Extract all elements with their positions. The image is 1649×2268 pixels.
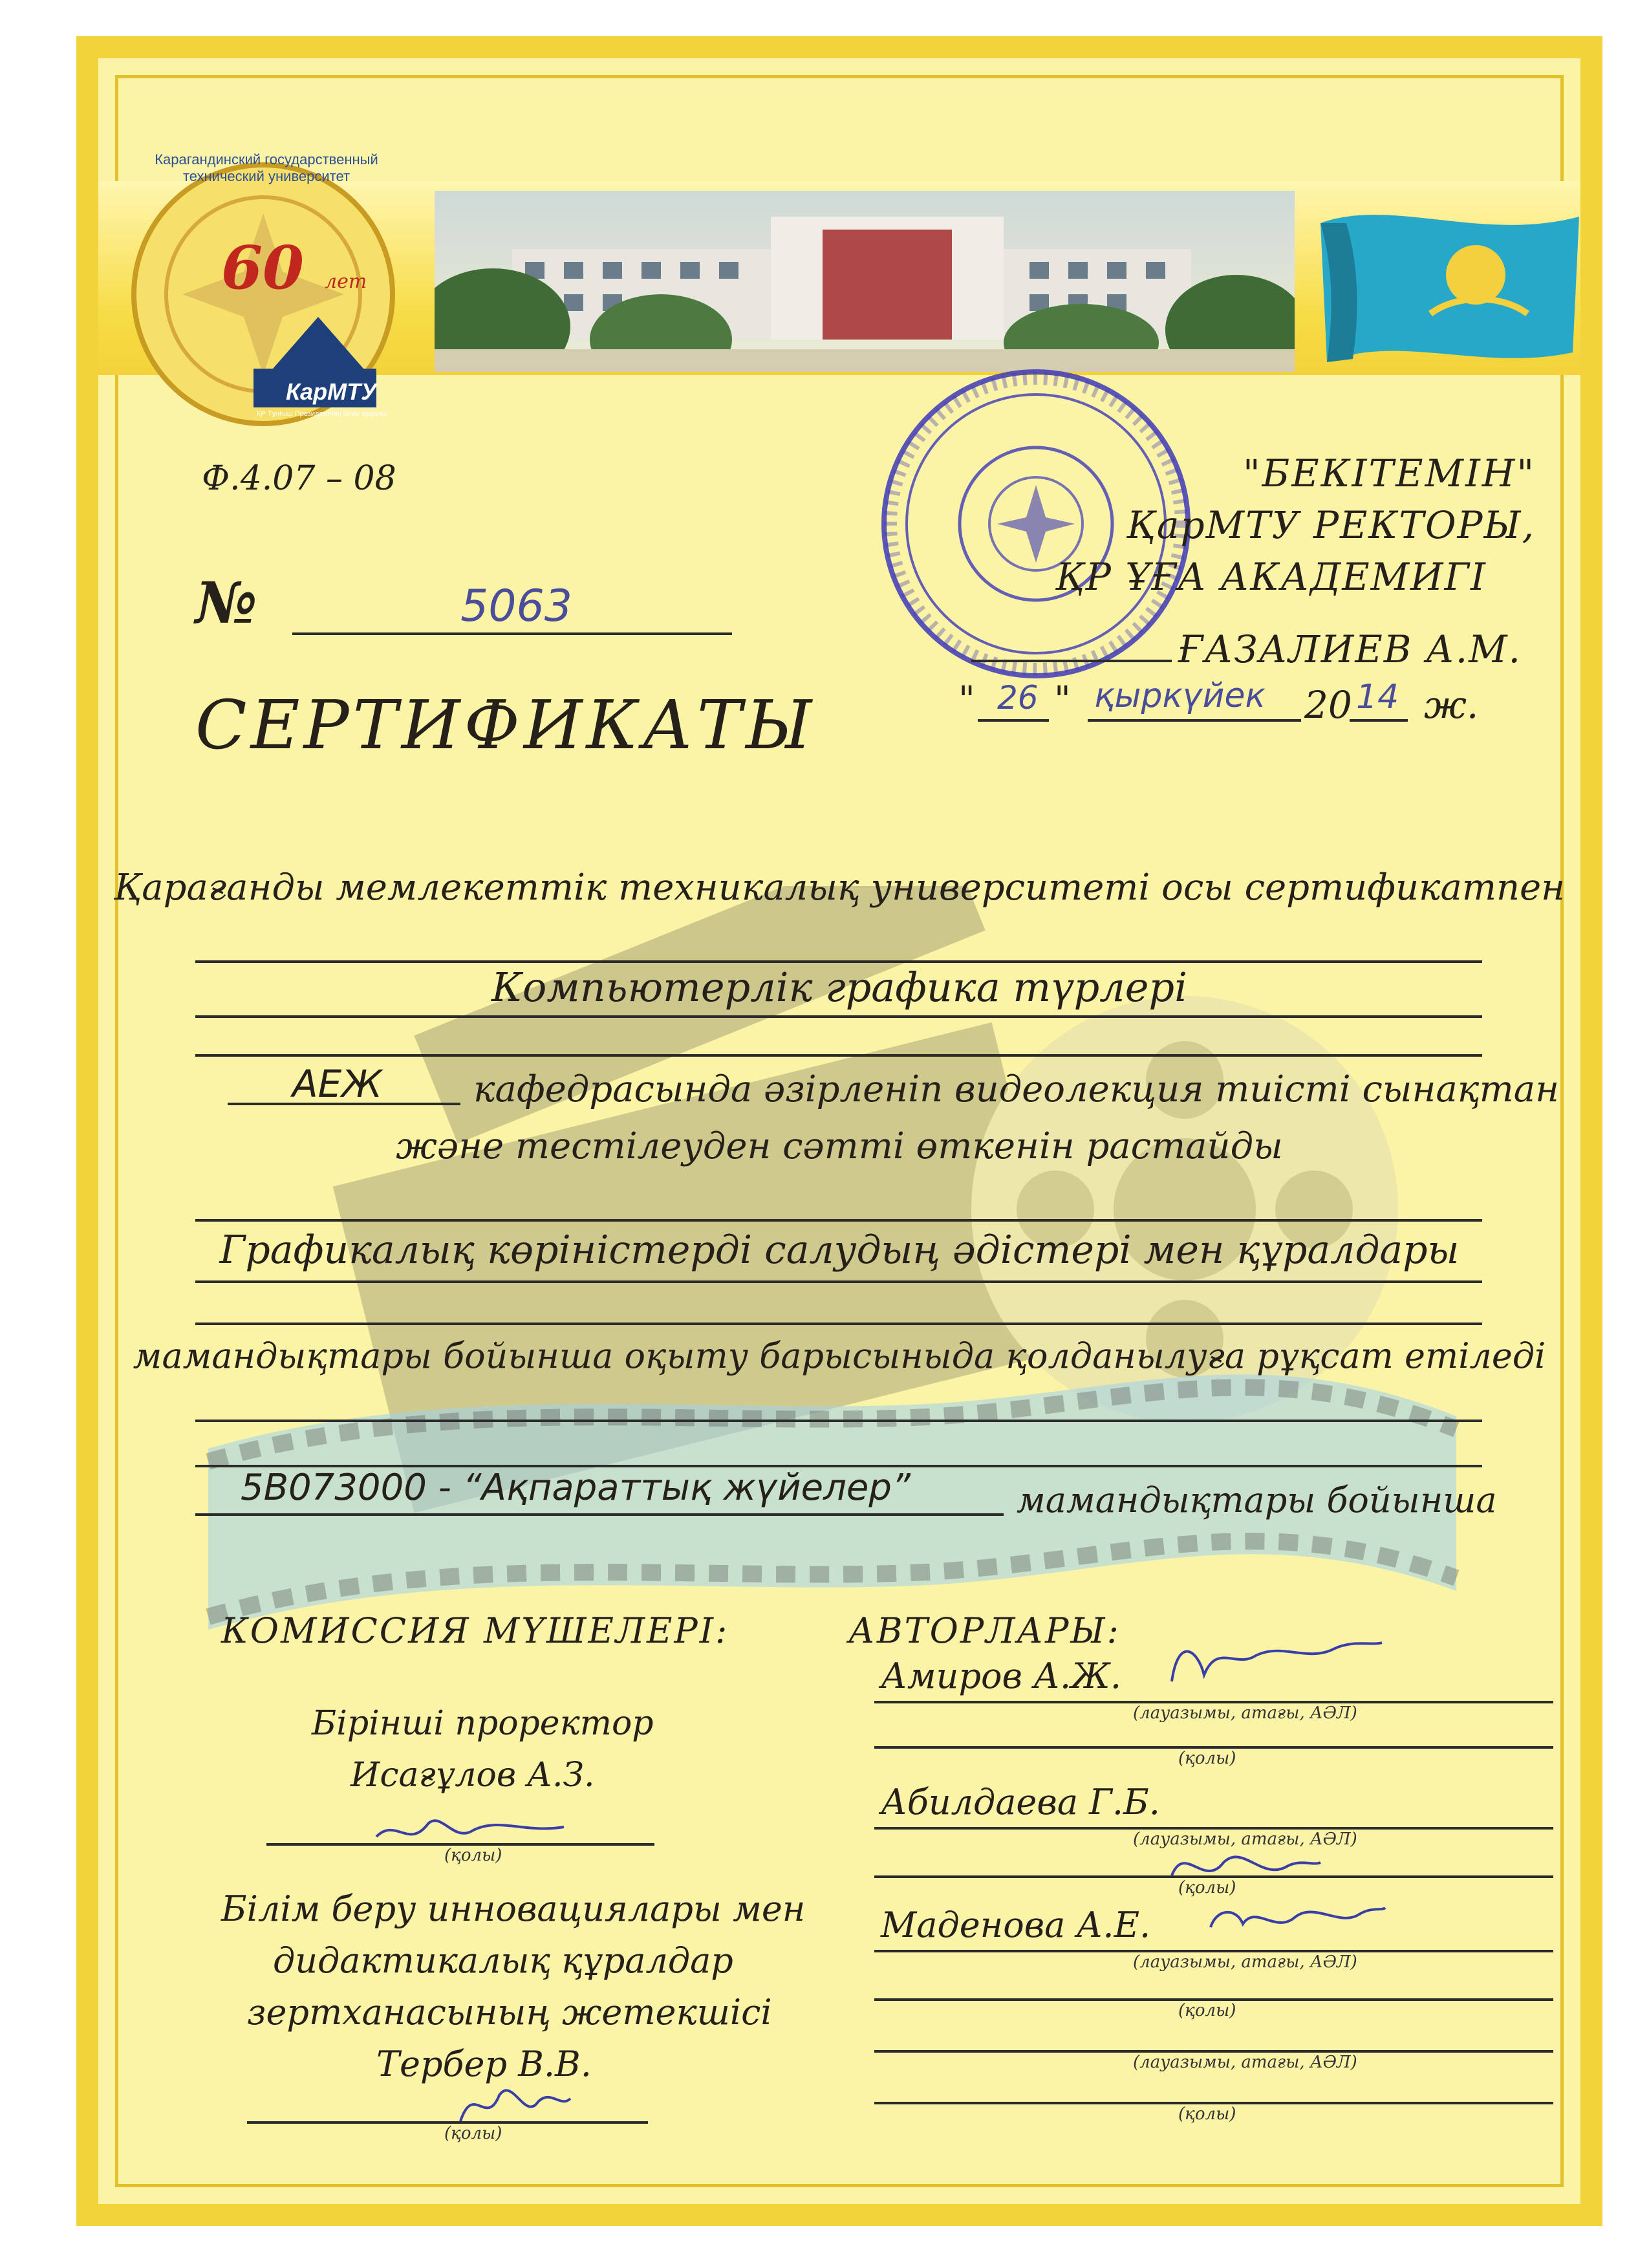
- certificate-title: СЕРТИФИКАТЫ: [195, 686, 816, 764]
- certificate-sheet: [76, 36, 1602, 2226]
- date-day: 26: [997, 679, 1039, 717]
- body-line-7: [195, 1420, 1482, 1422]
- member2-title-1: Білім беру инновациялары мен: [221, 1888, 806, 1929]
- date-open-quote: ": [958, 679, 975, 721]
- commission-heading: КОМИССИЯ МҮШЕЛЕРІ:: [221, 1610, 729, 1651]
- member2-title-2: дидактикалық құралдар: [273, 1940, 733, 1981]
- member1-signature-caption: (қолы): [444, 1846, 502, 1865]
- body-line-4: [195, 1219, 1482, 1222]
- number-line: [292, 632, 732, 635]
- logo-ring-text: Карагандинский государственный технический университет: [155, 151, 378, 184]
- body-line-3: [195, 1054, 1482, 1057]
- specialty-code: 5В073000 - “Ақпараттық жүйелер”: [241, 1467, 911, 1509]
- body-line-2: [195, 1015, 1482, 1018]
- specialty-line: [195, 1513, 1004, 1516]
- course-name: Компьютерлік графика түрлері: [491, 964, 1187, 1011]
- author1-signature: [1159, 1623, 1392, 1701]
- body-line-1: [195, 960, 1482, 963]
- author1-position-caption: (лауазымы, атағы, АӘЛ): [1133, 1703, 1357, 1723]
- number-sign: №: [195, 569, 257, 636]
- member2-title-3: зертханасының жетекшісі: [247, 1992, 772, 2033]
- date-month-line: [1088, 719, 1301, 722]
- authors-heading: АВТОРЛАРЫ:: [848, 1610, 1121, 1651]
- department-name: АЕЖ: [292, 1062, 382, 1106]
- specialty-suffix: мамандықтары бойынша: [1017, 1480, 1497, 1520]
- anniversary-number: 60: [221, 233, 305, 303]
- kazakhstan-flag-icon: [1314, 204, 1586, 372]
- campus-photo: [435, 191, 1295, 372]
- date-day-line: [978, 719, 1049, 722]
- rector-name: ҒАЗАЛИЕВ А.М.: [1178, 627, 1522, 671]
- logo-subtitle: ҚР Тұңғыш Президентінің білім орданы: [257, 410, 387, 418]
- discipline-name: Графикалық көріністерді салудың әдістері мен құралдары: [219, 1227, 1460, 1273]
- author3-signature: [1198, 1888, 1392, 1953]
- university-logo: [124, 151, 402, 433]
- date-year-unit: ж.: [1424, 683, 1479, 727]
- form-code: Ф.4.07 – 08: [202, 459, 396, 498]
- permit-text: мамандықтары бойынша оқыту барысыныда қолданылуға рұқсат етіледі: [133, 1335, 1546, 1376]
- date-close-quote: ": [1054, 679, 1071, 721]
- number-value: 5063: [460, 581, 573, 632]
- member1-name: Исағұлов А.З.: [350, 1756, 595, 1795]
- author3-signature-caption: (қолы): [1178, 2001, 1236, 2020]
- author1-signature-caption: (қолы): [1178, 1749, 1236, 1768]
- author2-signature-caption: (қолы): [1178, 1878, 1236, 1897]
- date-month: қыркүйек: [1094, 676, 1266, 715]
- date-year-prefix: 20: [1304, 683, 1352, 727]
- author2-position-caption: (лауазымы, атағы, АӘЛ): [1133, 1830, 1357, 1849]
- member1-title: Бірінші проректор: [312, 1704, 654, 1743]
- member2-signature-caption: (қолы): [444, 2124, 502, 2143]
- approval-line3: ҚР ҰҒА АКАДЕМИГІ: [1055, 555, 1487, 599]
- author4-position-caption: (лауазымы, атағы, АӘЛ): [1133, 2053, 1357, 2072]
- approval-line1: "БЕКІТЕМІН": [1243, 451, 1536, 495]
- rector-signature-line: [971, 660, 1172, 662]
- author2-name: Абилдаева Г.Б.: [881, 1782, 1160, 1822]
- author4-signature-caption: (қолы): [1178, 2104, 1236, 2124]
- date-year-line: [1350, 719, 1408, 722]
- intro-text: Қарағанды мемлекеттік техникалық университеті осы сертификатпен: [113, 867, 1566, 909]
- author3-position-caption: (лауазымы, атағы, АӘЛ): [1133, 1952, 1357, 1972]
- member2-name: Тербер В.В.: [376, 2044, 592, 2084]
- author3-name: Маденова А.Е.: [881, 1905, 1151, 1945]
- date-year-suffix: 14: [1356, 678, 1399, 717]
- approval-line2: ҚарМТУ РЕКТОРЫ,: [1126, 503, 1536, 547]
- body-line-6: [195, 1323, 1482, 1325]
- logo-name: КарМТУ: [286, 378, 377, 405]
- department-text-2: және тестілеуден сәтті өткенін растайды: [396, 1125, 1283, 1167]
- anniversary-suffix: лет: [325, 270, 367, 293]
- department-text: кафедрасында әзірленіп видеолекция тиісті сынақтан: [473, 1068, 1559, 1110]
- body-line-5: [195, 1280, 1482, 1283]
- author1-name: Амиров А.Ж.: [881, 1656, 1122, 1696]
